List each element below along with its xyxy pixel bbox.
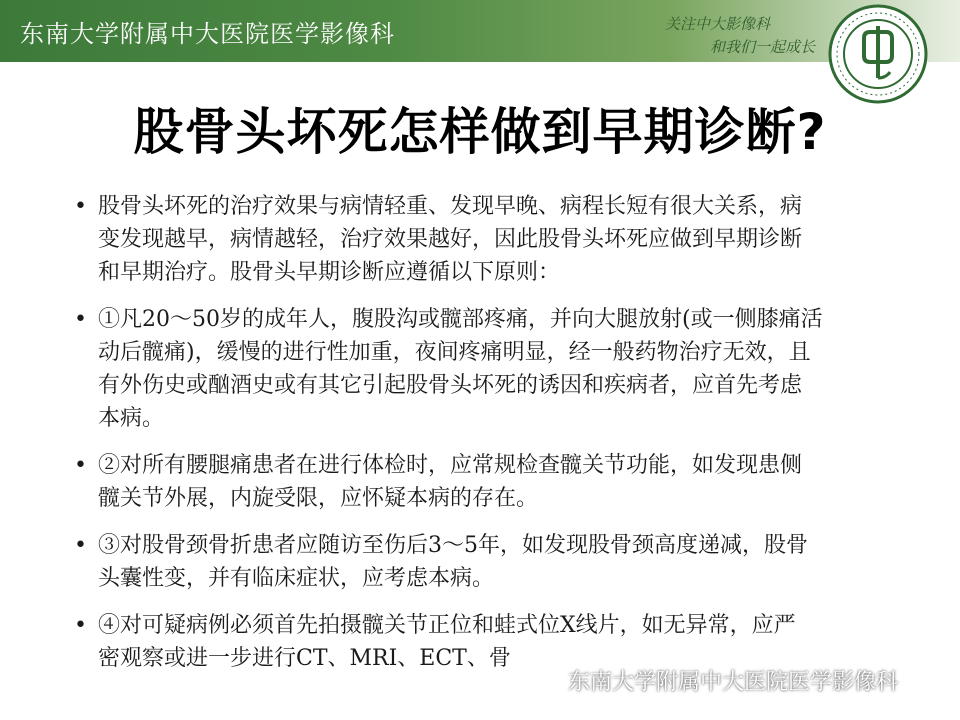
bullet-item	[66, 529, 882, 595]
watermark-text: 东南大学附属中大医院医学影像科	[568, 669, 899, 695]
bullet-text-line: 髋关节外展，内旋受限，应怀疑本病的存在。	[98, 486, 539, 511]
watermark	[530, 662, 898, 698]
bullet-text-line: 变发现越早，病情越轻，治疗效果越好，因此股骨头坏死应做到早期诊断	[98, 227, 803, 252]
bullet-marker: •	[74, 307, 87, 332]
bullet-item	[66, 449, 882, 515]
bullet-marker: •	[74, 194, 87, 219]
bullet-text	[98, 449, 882, 515]
slogan	[665, 13, 815, 59]
bullet-text	[98, 529, 882, 595]
bullet-text	[98, 190, 882, 289]
bullet-text-line: ③对股骨颈骨折患者应随访至伤后3～5年，如发现股骨颈高度递减，股骨	[98, 533, 808, 558]
bullet-text-line: 和早期治疗。股骨头早期诊断应遵循以下原则：	[98, 260, 561, 285]
bullet-text-line: 有外伤史或酗酒史或有其它引起股骨头坏死的诱因和疾病者，应首先考虑	[98, 373, 803, 398]
bullet-marker: •	[74, 453, 87, 478]
bullet-list	[66, 190, 882, 689]
bullet-text-line: 股骨头坏死的治疗效果与病情轻重、发现早晚、病程长短有很大关系，病	[98, 194, 803, 219]
bullet-text-line: 动后髋痛)，缓慢的进行性加重，夜间疼痛明显，经一般药物治疗无效，且	[98, 340, 811, 365]
bullet-text-line: 头囊性变，并有临床症状，应考虑本病。	[98, 566, 495, 591]
bullet-text-line: 密观察或进一步进行CT、MRI、ECT、骨	[98, 646, 511, 671]
bullet-text-line: ④对可疑病例必须首先拍摄髋关节正位和蛙式位X线片，如无异常，应严	[98, 613, 796, 638]
slogan-line-1: 关注中大影像科	[665, 15, 771, 33]
bullet-marker: •	[74, 613, 87, 638]
slogan-line-2: 和我们一起成长	[709, 38, 815, 56]
bullet-text-line: ②对所有腰腿痛患者在进行体检时，应常规检查髋关节功能，如发现患侧	[98, 453, 803, 478]
bullet-text-line: 本病。	[98, 406, 165, 431]
header-bar	[0, 0, 960, 62]
bullet-text-line: ①凡20～50岁的成年人，腹股沟或髋部疼痛，并向大腿放射(或一侧膝痛活	[98, 307, 823, 332]
bullet-marker: •	[74, 533, 87, 558]
bullet-item	[66, 190, 882, 289]
hospital-logo	[828, 4, 928, 104]
wechat-icon	[530, 666, 558, 694]
slide-title: 股骨头坏死怎样做到早期诊断?	[133, 103, 827, 161]
bullet-text	[98, 303, 882, 435]
department-name: 东南大学附属中大医院医学影像科	[20, 20, 395, 48]
bullet-item	[66, 303, 882, 435]
